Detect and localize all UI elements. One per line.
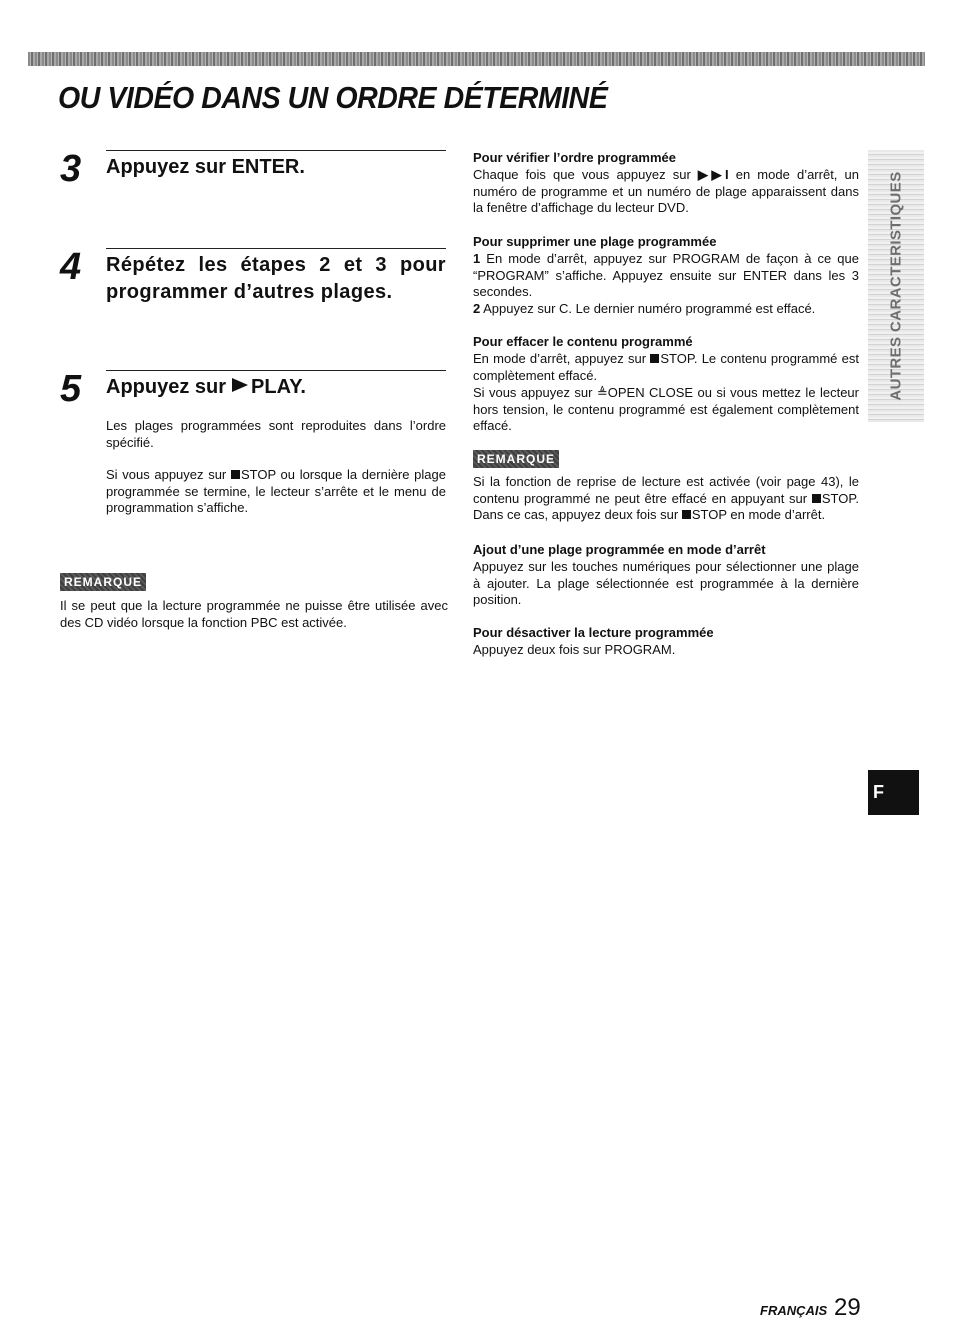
text-segment: En mode d’arrêt, appuyez sur PROGRAM de façon à ce que “PROGRAM” s’affiche. Appuyez ensuite sur ENTER dans les 3 secondes. xyxy=(473,251,859,300)
next-track-icon: ▶▶I xyxy=(697,167,729,182)
stop-icon xyxy=(231,470,240,479)
clear-title: Pour effacer le contenu programmé xyxy=(473,334,693,349)
stop-icon xyxy=(812,494,821,503)
language-tab xyxy=(868,770,919,815)
stop-icon xyxy=(682,510,691,519)
step-heading: Appuyez sur ENTER. xyxy=(106,156,305,178)
text-segment: Si vous appuyez sur xyxy=(473,385,593,400)
step-5 xyxy=(60,370,446,410)
text-segment: STOP. Dans ce cas, appuyez deux fois sur xyxy=(473,490,859,523)
step-number: 4 xyxy=(60,246,82,288)
eject-icon: ≜ xyxy=(596,385,608,400)
text-segment: En mode d’arrêt, appuyez sur xyxy=(473,351,647,366)
step-heading xyxy=(106,374,306,401)
delete-item-1 xyxy=(473,251,859,301)
text-segment: STOP ou lorsque la dernière plage programmée se termine, le lecteur s’arrête et le menu de programmation s’affiche. xyxy=(106,467,446,516)
delete-title: Pour supprimer une plage programmée xyxy=(473,234,717,249)
step-rule xyxy=(106,248,446,249)
text-segment: Si la fonction de reprise de lecture est activée (voir page 43), le contenu programmé ne peut être effacé en appuyant sur xyxy=(473,474,859,506)
disable-title: Pour désactiver la lecture programmée xyxy=(473,625,714,640)
step-heading-prefix: Appuyez sur xyxy=(106,376,227,398)
step-number: 3 xyxy=(60,148,82,190)
step-4 xyxy=(60,248,446,310)
step-rule xyxy=(106,150,446,151)
section-side-tab-label: AUTRES CARACTERISTIQUES xyxy=(887,171,905,401)
list-number: 1 xyxy=(473,251,481,266)
section-side-tab xyxy=(868,150,924,422)
step-heading: Répétez les étapes 2 et 3 pour programmer d’autres plages. xyxy=(106,254,446,303)
page-title: OU VIDÉO DANS UN ORDRE DÉTERMINÉ xyxy=(58,80,608,115)
step-heading-suffix: PLAY. xyxy=(251,376,306,398)
play-icon xyxy=(232,378,248,392)
left-paragraph-1: Les plages programmées sont reproduites dans l’ordre spécifié. xyxy=(106,418,446,450)
add-text: Appuyez sur les touches numériques pour sélectionner une plage à ajouter. La plage sélectionnée est programmée à la dernière position. xyxy=(473,559,859,608)
text-segment: STOP en mode d’arrêt. xyxy=(691,507,826,523)
clear-text-2 xyxy=(473,385,859,435)
header-bar xyxy=(28,52,925,66)
language-tab-letter: F xyxy=(873,782,884,802)
text-segment: Si vous appuyez sur xyxy=(106,467,227,482)
remarque-label: REMARQUE xyxy=(60,573,146,591)
add-title: Ajout d’une plage programmée en mode d’arrêt xyxy=(473,542,766,557)
text-segment: en mode d’arrêt, un numéro de programme et un numéro de plage apparaissent dans la fenêtre d’affichage du lecteur DVD. xyxy=(473,167,860,216)
text-segment: Chaque fois que vous appuyez sur xyxy=(473,167,691,182)
list-number: 2 xyxy=(473,301,481,316)
clear-text-1 xyxy=(473,351,859,384)
delete-item-2 xyxy=(473,301,859,318)
step-rule xyxy=(106,370,446,371)
text-segment: OPEN CLOSE ou si vous mettez le lecteur hors tension, le contenu programmé est également complètement effacé. xyxy=(473,385,859,434)
verify-title: Pour vérifier l’ordre programmée xyxy=(473,150,677,165)
right-remarque-text xyxy=(473,474,859,524)
stop-icon xyxy=(650,354,659,363)
verify-text xyxy=(473,167,859,217)
remarque-label: REMARQUE xyxy=(473,450,559,468)
left-paragraph-2 xyxy=(106,467,446,517)
step-number: 5 xyxy=(60,368,82,410)
left-remarque-text: Il se peut que la lecture programmée ne puisse être utilisée avec des CD vidéo lorsque la fonction PBC est activée. xyxy=(60,598,448,630)
text-segment: STOP. Le contenu programmé est complètement effacé. xyxy=(473,351,859,383)
disable-text: Appuyez deux fois sur PROGRAM. xyxy=(473,642,676,657)
footer-language: FRANÇAIS xyxy=(760,1303,828,1318)
page-number: 29 xyxy=(834,1294,861,1321)
step-3 xyxy=(60,150,446,190)
text-segment: Appuyez sur C. Le dernier numéro programmé est effacé. xyxy=(483,301,816,316)
